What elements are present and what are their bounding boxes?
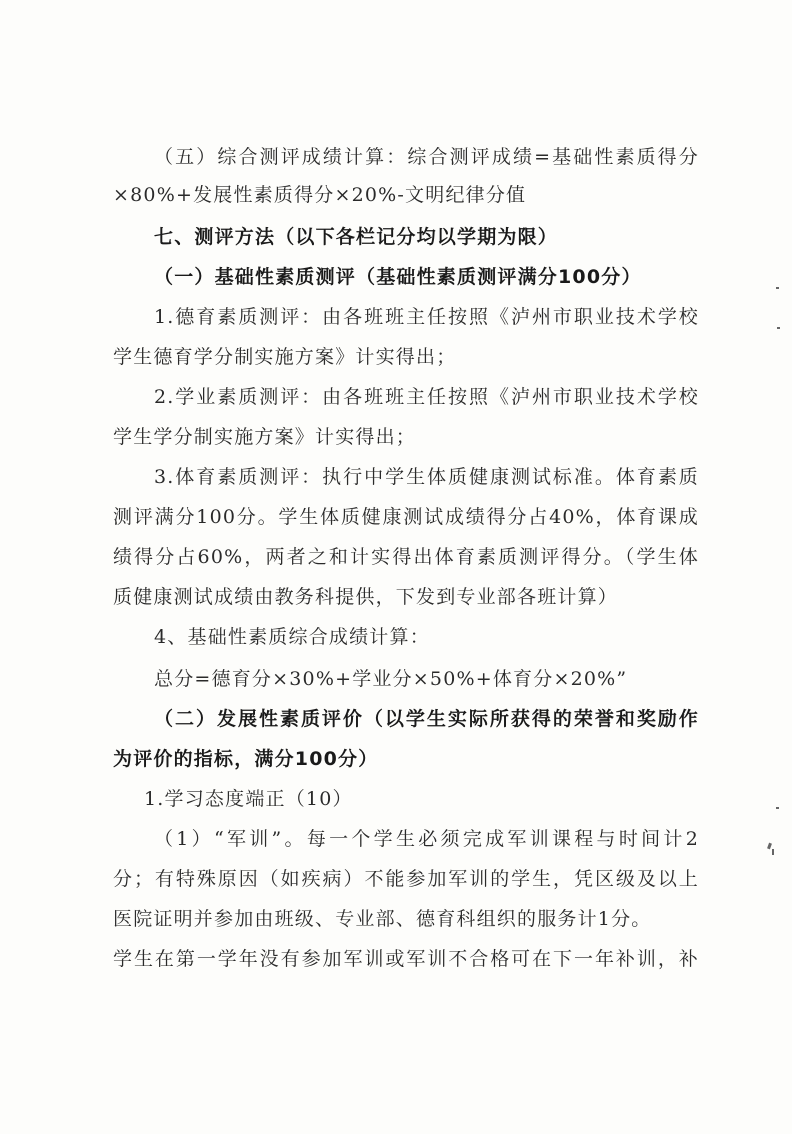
subsection-heading-cont: 为评价的指标，满分100分） [113, 748, 379, 770]
text-line: 4、基础性素质综合成绩计算： [154, 626, 430, 648]
text-line: 绩得分占60%，两者之和计实得出体育素质测评得分。（学生体 [113, 546, 699, 568]
scan-speck [777, 327, 780, 329]
text-line: （1）“军训”。每一个学生必须完成军训课程与时间计2 [154, 828, 699, 850]
text-line: 质健康测试成绩由教务科提供，下发到专业部各班计算） [113, 586, 619, 608]
scan-speck [776, 287, 779, 289]
text-line: 3.体育素质测评：执行中学生体质健康测试标准。体育素质 [154, 466, 699, 488]
text-line: 学生德育学分制实施方案》计实得出； [113, 346, 457, 368]
text-line: 学生在第一学年没有参加军训或军训不合格可在下一年补训，补 [113, 948, 699, 970]
text-line: 测评满分100分。学生体质健康测试成绩得分占40%，体育课成 [113, 506, 699, 528]
text-line: 学生学分制实施方案》计实得出； [113, 426, 417, 448]
scan-speck [772, 849, 774, 855]
section-heading: 七、测评方法（以下各栏记分均以学期为限） [154, 226, 559, 248]
scan-speck [776, 807, 779, 809]
text-line: ×80%+发展性素质得分×20%-文明纪律分值 [113, 184, 527, 206]
text-line: 分；有特殊原因（如疾病）不能参加军训的学生，凭区级及以上 [113, 868, 699, 890]
text-line: 1.德育素质测评：由各班班主任按照《泸州市职业技术学校 [154, 306, 699, 328]
text-line: （五）综合测评成绩计算：综合测评成绩=基础性素质得分 [154, 146, 699, 168]
subsection-heading: （一）基础性素质测评（基础性素质测评满分100分） [154, 266, 642, 288]
subsection-heading: （二）发展性素质评价（以学生实际所获得的荣誉和奖励作 [154, 708, 699, 730]
formula-line: 总分=德育分×30%+学业分×50%+体育分×20%” [154, 668, 628, 690]
text-line: 医院证明并参加由班级、专业部、德育科组织的服务计1分。 [113, 908, 652, 930]
text-line: 1.学习态度端正（10） [144, 788, 353, 810]
text-line: 2.学业素质测评：由各班班主任按照《泸州市职业技术学校 [154, 386, 699, 408]
